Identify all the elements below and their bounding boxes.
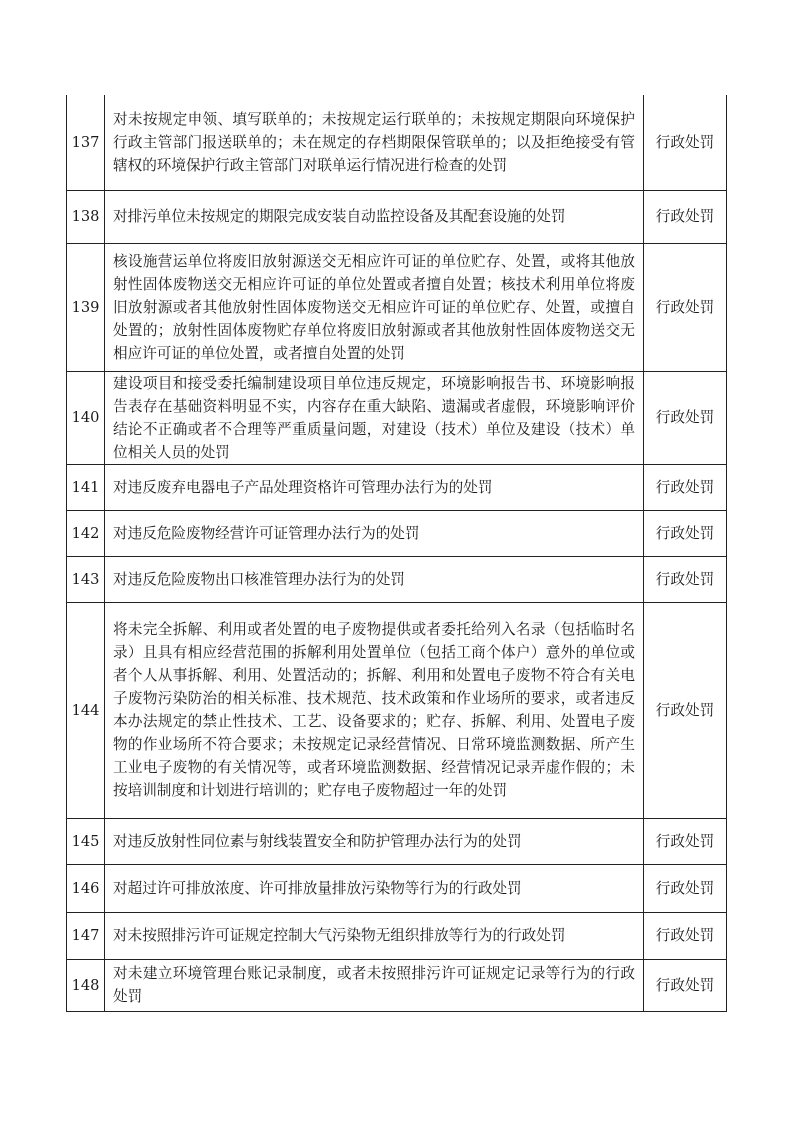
item-description: 对超过许可排放浓度、许可排放量排放污染物等行为的行政处罚: [105, 864, 644, 912]
item-description: 对未按规定申领、填写联单的；未按规定运行联单的；未按规定期限向环境保护行政主管部门报送联单的；未在规定的存档期限保管联单的；以及拒绝接受有管辖权的环境保护行政主管部门对联单运行情况进行检查的处罚: [105, 95, 644, 190]
item-category: 行政处罚: [644, 190, 727, 243]
table-row: [67, 243, 727, 371]
item-description: 建设项目和接受委托编制建设项目单位违反规定，环境影响报告书、环境影响报告表存在基础资料明显不实，内容存在重大缺陷、遗漏或者虚假，环境影响评价结论不正确或者不合理等严重质量问题，对建设（技术）单位及建设（技术）单位相关人员的处罚: [105, 371, 644, 464]
item-category: 行政处罚: [644, 959, 727, 1011]
item-description: 对违反危险废物出口核准管理办法行为的处罚: [105, 556, 644, 602]
item-number: 146: [67, 864, 105, 912]
item-number: 137: [67, 95, 105, 190]
item-category: 行政处罚: [644, 510, 727, 556]
table-row: [67, 95, 727, 190]
table-row: [67, 190, 727, 243]
penalty-items-table: [66, 95, 727, 1012]
item-description: 对未按照排污许可证规定控制大气污染物无组织排放等行为的行政处罚: [105, 912, 644, 959]
item-number: 148: [67, 959, 105, 1011]
table-row: [67, 464, 727, 510]
table-row: [67, 510, 727, 556]
item-category: 行政处罚: [644, 464, 727, 510]
table-row: [67, 959, 727, 1011]
table-row: [67, 912, 727, 959]
item-description: 对违反废弃电器电子产品处理资格许可管理办法行为的处罚: [105, 464, 644, 510]
item-description: 对未建立环境管理台账记录制度，或者未按照排污许可证规定记录等行为的行政处罚: [105, 959, 644, 1011]
item-description: 将未完全拆解、利用或者处置的电子废物提供或者委托给列入名录（包括临时名录）且具有相应经营范围的拆解利用处置单位（包括工商个体户）意外的单位或者个人从事拆解、利用、处置活动的；拆解、利用和处置电子废物不符合有关电子废物污染防治的相关标准、技术规范、技术政策和作业场所的要求，或者违反本办法规定的禁止性技术、工艺、设备要求的；贮存、拆解、利用、处置电子废物的作业场所不符合要求；未按规定记录经营情况、日常环境监测数据、所产生工业电子废物的有关情况等，或者环境监测数据、经营情况记录弄虚作假的；未按培训制度和计划进行培训的；贮存电子废物超过一年的处罚: [105, 602, 644, 818]
item-number: 145: [67, 818, 105, 864]
item-number: 138: [67, 190, 105, 243]
item-number: 139: [67, 243, 105, 371]
item-category: 行政处罚: [644, 95, 727, 190]
table-row: [67, 371, 727, 464]
item-number: 142: [67, 510, 105, 556]
item-number: 141: [67, 464, 105, 510]
item-number: 147: [67, 912, 105, 959]
table-row: [67, 818, 727, 864]
item-description: 对违反危险废物经营许可证管理办法行为的处罚: [105, 510, 644, 556]
item-category: 行政处罚: [644, 556, 727, 602]
item-category: 行政处罚: [644, 912, 727, 959]
item-number: 144: [67, 602, 105, 818]
item-category: 行政处罚: [644, 818, 727, 864]
item-category: 行政处罚: [644, 864, 727, 912]
table-row: [67, 602, 727, 818]
item-number: 140: [67, 371, 105, 464]
table-row: [67, 864, 727, 912]
item-number: 143: [67, 556, 105, 602]
item-category: 行政处罚: [644, 371, 727, 464]
item-description: 核设施营运单位将废旧放射源送交无相应许可证的单位贮存、处置，或将其他放射性固体废物送交无相应许可证的单位处置或者擅自处置；核技术利用单位将废旧放射源或者其他放射性固体废物送交无相应许可证的单位贮存、处置，或擅自处置的；放射性固体废物贮存单位将废旧放射源或者其他放射性固体废物送交无相应许可证的单位处置，或者擅自处置的处罚: [105, 243, 644, 371]
item-category: 行政处罚: [644, 602, 727, 818]
item-description: 对排污单位未按规定的期限完成安装自动监控设备及其配套设施的处罚: [105, 190, 644, 243]
item-category: 行政处罚: [644, 243, 727, 371]
item-description: 对违反放射性同位素与射线装置安全和防护管理办法行为的处罚: [105, 818, 644, 864]
table-row: [67, 556, 727, 602]
